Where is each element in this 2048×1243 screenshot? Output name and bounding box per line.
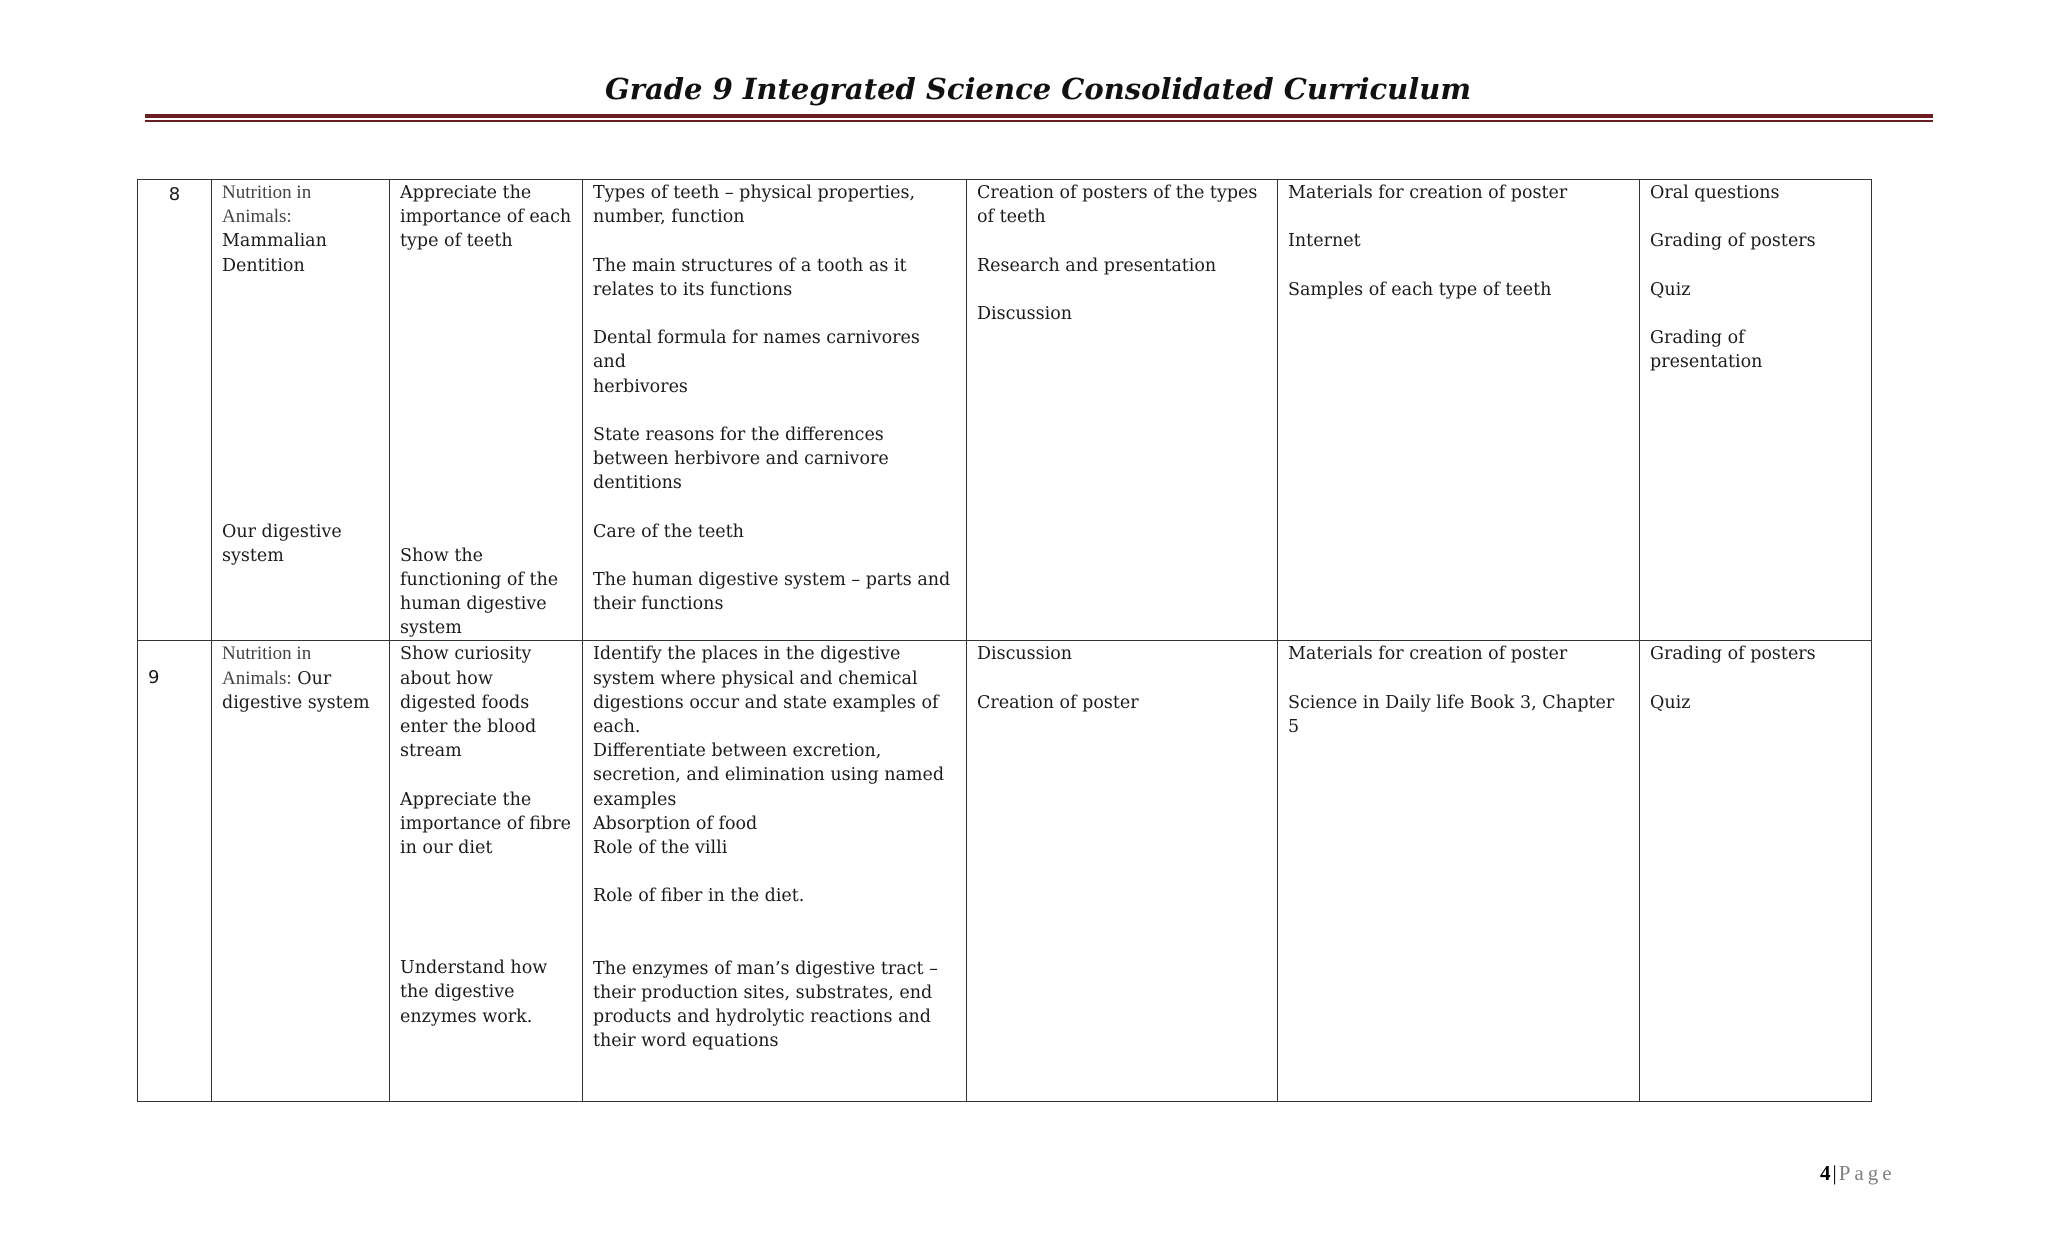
activities-cell (967, 641, 1278, 1102)
resources-cell (1278, 180, 1640, 641)
spacer (400, 860, 572, 956)
page-number: 4 (1820, 1161, 1831, 1185)
topic-heading (222, 642, 379, 715)
content-item: The human digestive system – parts and their functions (593, 570, 951, 615)
content-item: The main structures of a tooth as it relates to its functions (593, 255, 907, 300)
page-label: Page (1838, 1161, 1896, 1185)
page-footer (1820, 1161, 1940, 1186)
outcome-cell (390, 180, 583, 641)
curriculum-table (137, 179, 1872, 1102)
outcome-text: Show curiosity about how digested foods enter the blood stream (400, 644, 537, 762)
document-title: Grade 9 Integrated Science Consolidated Curriculum (604, 72, 1472, 106)
content-item: Role of fiber in the diet. (593, 886, 805, 907)
content-cell (583, 641, 967, 1102)
topic-heading-light: Nutrition in Animals: (222, 643, 312, 689)
resource-item: Materials for creation of poster (1288, 183, 1568, 203)
outcome-text-2: Appreciate the importance of fibre in our diet (400, 789, 571, 859)
outcome-cell (390, 641, 583, 1102)
week-number (138, 180, 212, 641)
content-item: Dental formula for names carnivores and herbivores (593, 328, 920, 397)
content-item: Care of the teeth (593, 521, 744, 542)
outcome-text-2: Show the functioning of the human digestive system (400, 545, 559, 639)
assessment-cell (1640, 641, 1872, 1102)
topic-cell (212, 641, 390, 1102)
spacer (593, 909, 956, 957)
week-number-text: 9 (148, 667, 160, 689)
assessment-item: Grading of posters (1650, 231, 1816, 252)
assessment-cell (1640, 180, 1872, 641)
outcome-text-3: Understand how the digestive enzymes work. (400, 958, 548, 1027)
topic-subheading-2: Our digestive system (222, 521, 342, 567)
spacer (400, 254, 572, 544)
page-separator: | (1832, 1161, 1837, 1185)
week-number (138, 641, 212, 1102)
activity-item: Creation of posters of the types of teeth (977, 183, 1258, 228)
activity-item: Creation of poster (977, 692, 1139, 713)
resource-item: Samples of each type of teeth (1288, 279, 1552, 300)
content-item: State reasons for the differences between herbivore and carnivore dentitions (593, 424, 889, 494)
assessment-item: Oral questions (1650, 183, 1780, 203)
assessment-item: Grading of presentation (1650, 328, 1763, 373)
assessment-item: Quiz (1650, 692, 1691, 713)
content-cell (583, 180, 967, 641)
header-rule-thin (145, 120, 1933, 122)
content-item: Types of teeth – physical properties, number, function (593, 183, 916, 228)
resource-item: Materials for creation of poster (1288, 644, 1568, 665)
outcome-text: Appreciate the importance of each type of teeth (400, 183, 572, 252)
resource-item: Internet (1288, 231, 1361, 252)
assessment-item: Grading of posters (1650, 644, 1816, 665)
table-row-week-9 (138, 641, 1872, 1102)
topic-heading-rest: Our digestive system (222, 668, 370, 713)
assessment-item: Quiz (1650, 279, 1691, 300)
activities-cell (967, 180, 1278, 641)
table-row-week-8 (138, 180, 1872, 641)
activity-item: Discussion (977, 303, 1073, 324)
topic-subheading: Mammalian Dentition (222, 231, 327, 276)
topic-heading: Nutrition in Animals: (222, 182, 312, 228)
activity-item: Discussion (977, 644, 1073, 665)
content-item: Identify the places in the digestive system where physical and chemical digestions occur and state examples of each. Differentiate between excretion, secretion, and elimination using named examples Absorption of food Role of the villi (593, 644, 945, 859)
week-number-text: 8 (168, 184, 181, 205)
header-rule (145, 114, 1933, 118)
spacer (222, 278, 379, 520)
content-item: The enzymes of man’s digestive tract – their production sites, substrates, end products and hydrolytic reactions and their word equations (593, 958, 938, 1052)
activity-item: Research and presentation (977, 255, 1217, 276)
topic-cell (212, 180, 390, 641)
resources-cell (1278, 641, 1640, 1102)
resource-item: Science in Daily life Book 3, Chapter 5 (1288, 692, 1615, 738)
